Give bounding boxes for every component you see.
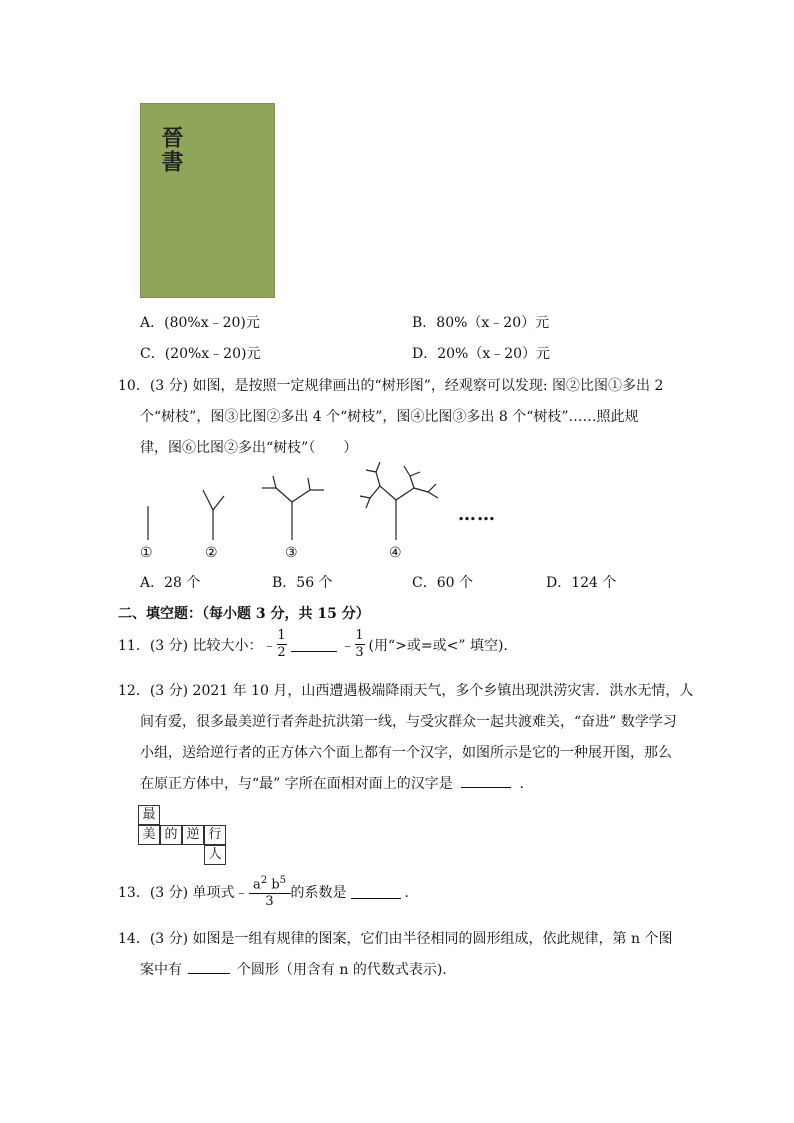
q13-suffix-2: ． (404, 884, 419, 901)
q10-line-3: 律，图⑥比图②多出“树枝”（ ） (140, 440, 358, 456)
tree-4-leaf-5 (404, 466, 410, 476)
q11-neg-2: ﹣ (340, 637, 355, 654)
tree-4-twig-rl (410, 476, 414, 488)
q13-neg: ﹣ (234, 884, 249, 901)
q13-num-a: a (253, 877, 261, 893)
q13-prefix: 13．(3 分) 单项式 (118, 884, 235, 901)
tree-4-branch-right (396, 488, 414, 500)
tree-4-leaf-1 (360, 496, 370, 498)
net-cell-xing: 行 (204, 825, 226, 845)
q14-line-2-prefix: 案中有 (140, 962, 182, 978)
q13 (118, 874, 419, 909)
tree-3-branch-left (276, 488, 292, 502)
tree-3-branch-right (292, 490, 310, 502)
tree-2-branch-left (203, 490, 213, 510)
q14-answer-blank[interactable] (188, 959, 230, 974)
q10-option-d: D．124 个 (546, 575, 617, 591)
net-cell-mei: 美 (138, 825, 160, 845)
q11-frac1-den: 2 (277, 645, 286, 660)
q9-option-c: C．(20%x﹣20)元 (140, 346, 261, 362)
q12-answer-blank[interactable] (461, 773, 511, 788)
q11-answer-blank[interactable] (291, 637, 337, 652)
section-2-heading: 二、填空题：（每小题 3 分，共 15 分） (118, 606, 370, 622)
q13-answer-blank[interactable] (351, 884, 401, 899)
q11-fraction-2 (355, 629, 365, 660)
tree-figures-diagram (130, 458, 510, 548)
q12-line-2: 间有爱，很多最美逆行者奔赴抗洪第一线，与受灾群众一起共渡难关，“奋进” 数学学习 (140, 714, 677, 730)
q9-option-b: B．80%（x﹣20）元 (412, 315, 550, 331)
q12-line-3: 小组，送给逆行者的正方体六个面上都有一个汉字，如图所示是它的一种展开图，那么 (140, 745, 672, 761)
q9-option-d: D．20%（x﹣20）元 (412, 346, 551, 362)
tree-4-leaf-3 (366, 470, 376, 472)
q14-line-2-suffix: 个圆形（用含有 n 的代数式表示). (236, 962, 447, 978)
q10-option-b: B．56 个 (272, 575, 333, 591)
tree-4-leaf-2 (366, 498, 370, 508)
q13-suffix-1: 的系数是 (290, 884, 347, 901)
q11-suffix: (用“>或=或<” 填空). (368, 637, 508, 654)
q13-num-exp-2: 5 (279, 875, 287, 886)
tree-4-branch-left (380, 486, 396, 500)
q10-line-1: 10．(3 分) 如图，是按照一定规律画出的“树形图”，经观察可以发现: 图②比图①多出 2 (118, 378, 664, 394)
tree-label-2: ② (205, 545, 218, 561)
tree-label-4: ④ (389, 545, 402, 561)
q11-frac2-den: 3 (355, 645, 364, 660)
tree-4-leaf-8 (428, 492, 438, 498)
q10-option-c: C．60 个 (412, 575, 473, 591)
q12-line-4-prefix: 在原正方体中，与“最” 字所在面相对面上的汉字是 (140, 776, 453, 792)
tree-2-branch-right (213, 496, 224, 510)
tree-3-twig-rl (308, 478, 310, 490)
tree-4-twig-rr (414, 488, 428, 492)
q13-num-b: b (271, 877, 280, 893)
q14-line-1: 14．(3 分) 如图是一组有规律的图案，它们由半径相同的圆形组成，依此规律，第 n 个图 (118, 931, 673, 947)
q13-numerator (249, 874, 291, 892)
q13-num-exp-1: 2 (260, 875, 268, 886)
tree-ellipsis: …… (458, 504, 496, 525)
tree-label-3: ③ (285, 545, 298, 561)
q12-line-4 (140, 773, 534, 793)
q10-option-a: A．28 个 (140, 575, 201, 591)
q9-option-a: A．(80%x﹣20)元 (140, 315, 260, 331)
q11-prefix: 11．(3 分) 比较大小： (118, 637, 263, 654)
q11-frac2-num: 1 (355, 628, 364, 643)
tree-4-leaf-7 (428, 484, 436, 492)
q12-line-4-suffix: ． (519, 776, 534, 792)
q11-fraction-1 (277, 629, 287, 660)
q13-denominator: 3 (265, 894, 274, 910)
q11 (118, 629, 508, 660)
net-cell-ni: 逆 (182, 825, 204, 845)
q10-line-2: 个“树枝”，图③比图②多出 4 个“树枝”，图④比图③多出 8 个“树枝”……照此规 (140, 409, 639, 425)
net-cell-ren: 人 (204, 845, 226, 865)
tree-4-leaf-4 (376, 462, 380, 472)
tree-4-twig-lr (376, 472, 380, 486)
q11-neg-1: ﹣ (262, 637, 277, 654)
q13-fraction (249, 874, 291, 909)
tree-4-twig-ll (370, 486, 380, 498)
book-cover-image (140, 103, 275, 298)
tree-3-twig-lr (273, 476, 276, 488)
q14-line-2 (140, 959, 447, 979)
book-cover-title: 晉書 (158, 126, 184, 174)
net-cell-zui: 最 (138, 805, 160, 825)
tree-4-leaf-6 (410, 472, 420, 476)
tree-label-1: ① (140, 545, 153, 561)
q12-line-1: 12．(3 分) 2021 年 10 月，山西遭遇极端降雨天气，多个乡镇出现洪涝灾害．洪水无情，人 (118, 683, 694, 699)
q11-frac1-num: 1 (277, 628, 286, 643)
net-cell-de: 的 (160, 825, 182, 845)
